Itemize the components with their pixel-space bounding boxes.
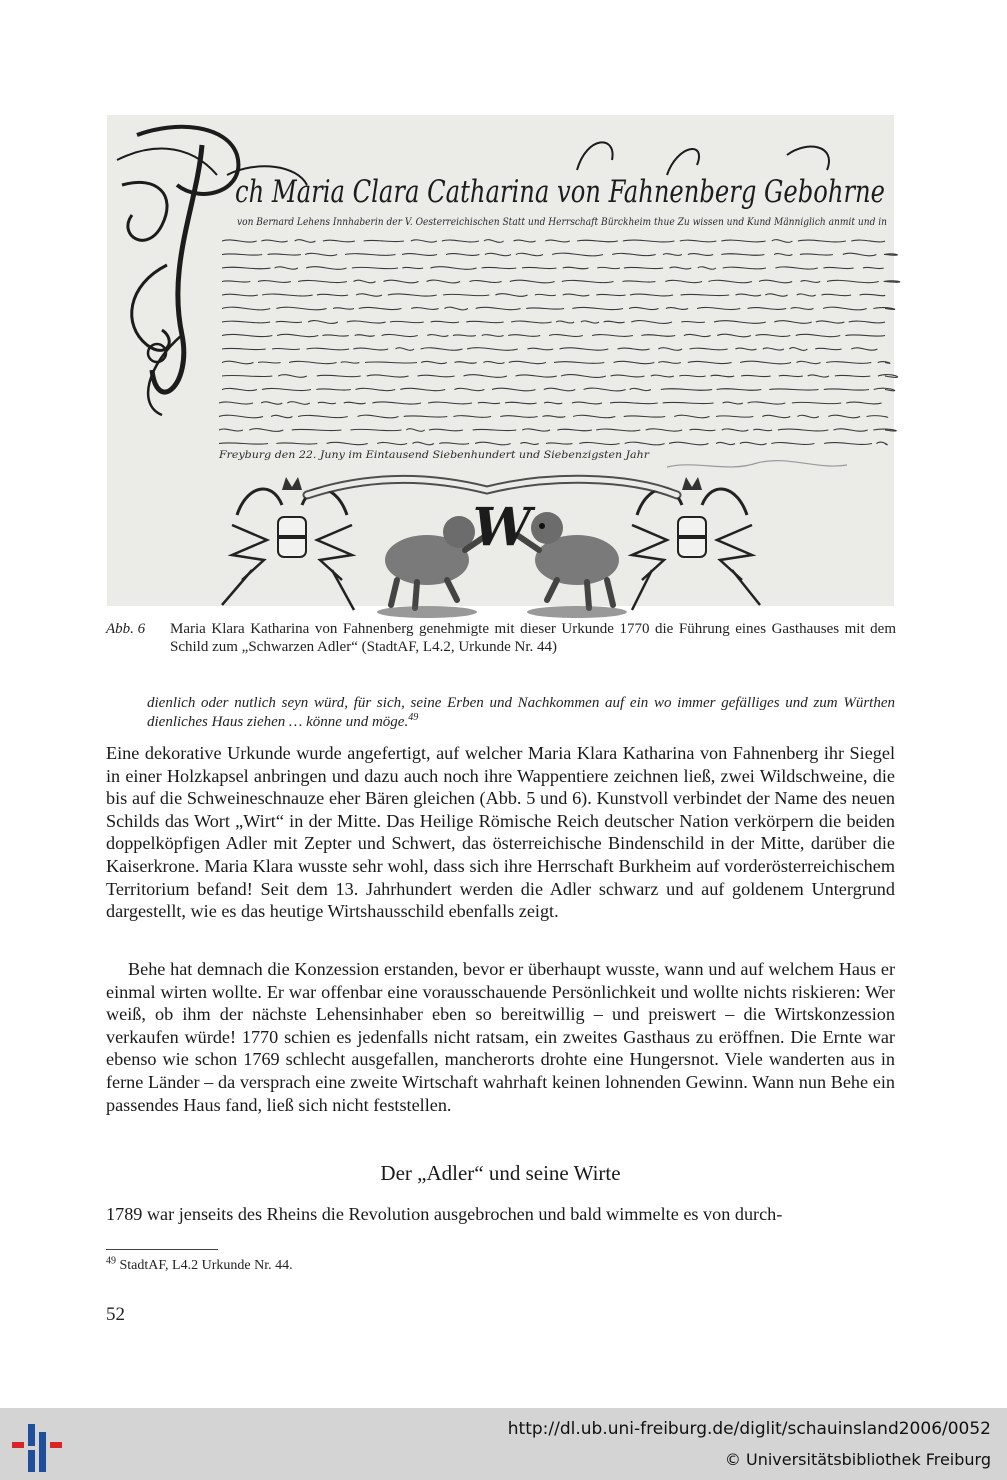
- footnote-divider: [106, 1249, 218, 1250]
- paragraph-2: Behe hat demnach die Konzession erstanden, bevor er überhaupt wusste, wann und auf welchem Haus er einmal wirten wollte. Er war offenbar eine vorausschauende Persönlichkeit und wollte nichts riskieren: Wer weiß, ob ihm der nächste Lehensinhaber eben so bereitwillig – und preiswert – die Wirtskonzession verkaufen würde! 1770 schien es jedenfalls nicht ratsam, ein zweites Gasthaus zu eröffnen. Die Ernte war ebenso wie schon 1769 schlecht ausgefallen, mancherorts drohte eine Hungersnot. Viele wanderten aus in ferne Länder – da versprach eine zweite Wirtschaft wahrhaft keinen lohnenden Gewinn. Wann nun Behe ein passendes Haus fand, ließ sich nicht feststellen.: [106, 959, 895, 1115]
- copyright-text: © Universitätsbibliothek Freiburg: [724, 1450, 991, 1469]
- manuscript-heading: ch Maria Clara Catharina von Fahnenberg Gebohrne: [235, 174, 885, 210]
- page-number: 52: [106, 1304, 125, 1325]
- quote-text: dienlich oder nutlich seyn würd, für sich, seine Erben und Nachkommen auf ein wo immer gefälliges und zum Würthen dienliches Haus ziehen … könne und möge.: [147, 695, 895, 730]
- ub-freiburg-logo-icon[interactable]: [12, 1418, 66, 1472]
- manuscript-illustration: [107, 115, 894, 606]
- figure-caption-text: Maria Klara Katharina von Fahnenberg genehmigte mit dieser Urkunde 1770 die Führung eines Gasthauses mit dem Schild zum „Schwarzen Adler“ (StadtAF, L4.2, Urkunde Nr. 44): [170, 621, 896, 655]
- footnote-number: 49: [106, 1255, 116, 1267]
- figure-label: Abb. 6: [106, 621, 146, 637]
- block-quote: [147, 694, 895, 732]
- footnote-ref: 49: [408, 712, 419, 723]
- paragraph-1: Eine dekorative Urkunde wurde angefertigt, auf welcher Maria Klara Katharina von Fahnenberg ihr Siegel in einer Holzkapsel anbringen und dazu auch noch ihre Wappentiere zeichnen ließ, zwei Wildschweine, die bis auf die Schweineschnauze eher Bären gleichen (Abb. 5 und 6). Kunstvoll verbindet der Name des neuen Schilds das Wort „Wirt“ in der Mitte. Das Heilige Römische Reich deutscher Nation verkörpern die beiden doppelköpfigen Adler mit Zepter und Schwert, das österreichische Bindenschild in der Mitte, darüber die Kaiserkrone. Maria Klara wusste sehr wohl, dass sich ihre Herrschaft Burkheim auf vorderösterreichischem Territorium befand! Seit dem 13. Jahrhundert werden die Adler schwarz und auf goldenem Untergrund dargestellt, wie es das heutige Wirtshausschild ebenfalls zeigt.: [106, 743, 895, 922]
- document-url-link[interactable]: http://dl.ub.uni-freiburg.de/diglit/schauinsland2006/0052: [507, 1419, 991, 1439]
- manuscript-figure: [107, 115, 894, 606]
- manuscript-last-line: Freyburg den 22. Juny im Eintausend Siebenhundert und Siebenzigsten Jahr: [217, 449, 651, 461]
- footnote-text: StadtAF, L4.2 Urkunde Nr. 44.: [119, 1258, 293, 1273]
- library-footer-bar: [0, 1408, 1007, 1480]
- section-paragraph: 1789 war jenseits des Rheins die Revolution ausgebrochen und bald wimmelte es von durch-: [106, 1204, 783, 1224]
- monogram-w: W: [472, 497, 532, 558]
- manuscript-line-1: von Bernard Lehens Innhaberin der V. Oesterreichischen Statt und Herrschaft Bürckheim thue Zu wissen und Kund Männiglich anmit und in: [237, 216, 888, 228]
- section-heading: Der „Adler“ und seine Wirte: [380, 1161, 621, 1185]
- footnote: [106, 1255, 293, 1274]
